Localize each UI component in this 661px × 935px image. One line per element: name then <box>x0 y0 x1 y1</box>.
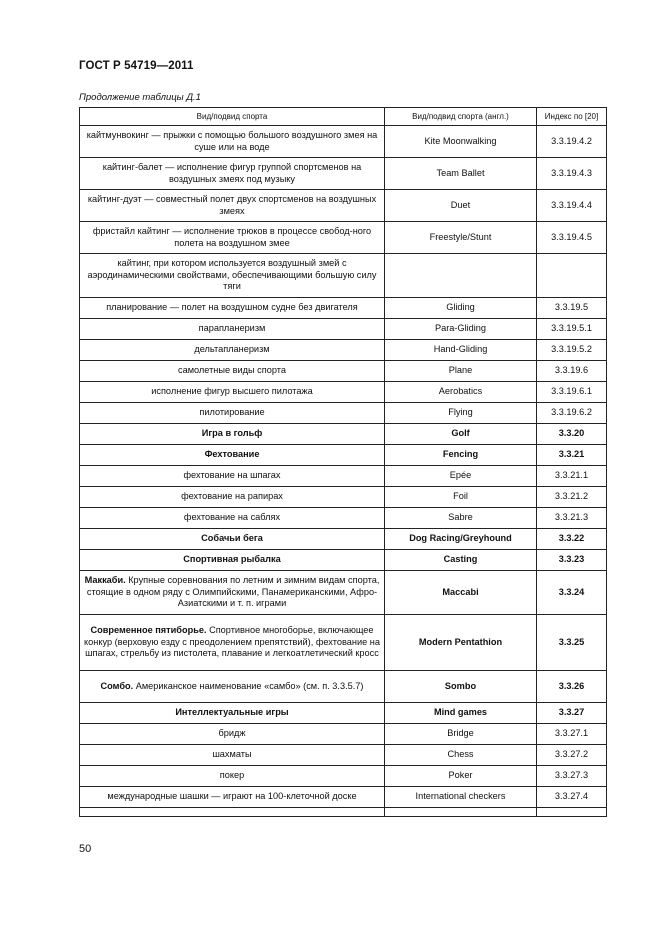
table-row <box>80 703 607 724</box>
table-row <box>80 126 607 158</box>
cell-ru: Игра в гольф <box>80 424 385 445</box>
sports-table <box>79 107 607 817</box>
table-row <box>80 787 607 808</box>
table-row <box>80 508 607 529</box>
table-row <box>80 615 607 671</box>
cell-en: Gliding <box>385 298 537 319</box>
cell-index: 3.3.19.6.1 <box>537 382 607 403</box>
cell-index: 3.3.20 <box>537 424 607 445</box>
cell-index: 3.3.27.4 <box>537 787 607 808</box>
cell-en: Para-Gliding <box>385 319 537 340</box>
col-header-index: Индекс по [20] <box>537 108 607 126</box>
standard-header: ГОСТ Р 54719—2011 <box>79 60 194 72</box>
table-row <box>80 424 607 445</box>
cell-en: Aerobatics <box>385 382 537 403</box>
cell-en: Freestyle/Stunt <box>385 222 537 254</box>
table-row <box>80 745 607 766</box>
term-text: Спортивное многоборье, включающее конкур (верховую езду с преодолением препятствий), фехтование на шпагах, стрельбу из пистолета, плавание и легкоатлетический кросс <box>84 625 380 659</box>
cell-index: 3.3.19.5.1 <box>537 319 607 340</box>
cell-index: 3.3.27.3 <box>537 766 607 787</box>
cell-index: 3.3.19.5 <box>537 298 607 319</box>
cell-index: 3.3.19.6 <box>537 361 607 382</box>
cell-ru: покер <box>80 766 385 787</box>
cell-en: Duet <box>385 190 537 222</box>
cell-ru: кайтмунвокинг — прыжки с помощью большого воздушного змея на суше или на воде <box>80 126 385 158</box>
cell-index: 3.3.19.4.5 <box>537 222 607 254</box>
cell-ru: шахматы <box>80 745 385 766</box>
cell-index: 3.3.19.5.2 <box>537 340 607 361</box>
spacer-cell <box>80 808 385 817</box>
cell-en: Plane <box>385 361 537 382</box>
cell-en: Team Ballet <box>385 158 537 190</box>
table-row <box>80 487 607 508</box>
spacer-cell <box>537 808 607 817</box>
cell-ru: фехтование на рапирах <box>80 487 385 508</box>
table-caption: Продолжение таблицы Д.1 <box>79 92 201 103</box>
cell-en: Dog Racing/Greyhound <box>385 529 537 550</box>
table-row <box>80 382 607 403</box>
cell-ru: фехтование на саблях <box>80 508 385 529</box>
cell-ru: Собачьи бега <box>80 529 385 550</box>
cell-en: Maccabi <box>385 571 537 615</box>
cell-en: Modern Pentathion <box>385 615 537 671</box>
cell-ru: фристайл кайтинг — исполнение трюков в процессе свобод-ного полета на воздушном змее <box>80 222 385 254</box>
table-row <box>80 571 607 615</box>
term-bold: Маккаби. <box>84 575 126 586</box>
cell-en: Poker <box>385 766 537 787</box>
table-row <box>80 766 607 787</box>
cell-index: 3.3.22 <box>537 529 607 550</box>
cell-en: International checkers <box>385 787 537 808</box>
table-row <box>80 550 607 571</box>
cell-ru <box>80 671 385 703</box>
table-end-spacer <box>80 808 607 817</box>
table-row <box>80 529 607 550</box>
table-row <box>80 671 607 703</box>
cell-index: 3.3.25 <box>537 615 607 671</box>
table-row <box>80 222 607 254</box>
cell-ru: Интеллектуальные игры <box>80 703 385 724</box>
table-row <box>80 445 607 466</box>
cell-en: Foil <box>385 487 537 508</box>
cell-ru: пилотирование <box>80 403 385 424</box>
cell-en: Sabre <box>385 508 537 529</box>
page-number: 50 <box>79 843 92 855</box>
cell-en: Bridge <box>385 724 537 745</box>
table-row <box>80 190 607 222</box>
cell-en: Sombo <box>385 671 537 703</box>
cell-index: 3.3.23 <box>537 550 607 571</box>
table-header-row <box>80 108 607 126</box>
cell-ru: Фехтование <box>80 445 385 466</box>
cell-index: 3.3.24 <box>537 571 607 615</box>
cell-en: Kite Moonwalking <box>385 126 537 158</box>
term-text: Крупные соревнования по летним и зимним видам спорта, стоящие в одном ряду с Олимпийскими, Панамериканскими, Афро-Азиатскими и т. п. играми <box>86 575 380 609</box>
term-bold: Современное пятиборье. <box>90 625 207 636</box>
cell-index: 3.3.19.6.2 <box>537 403 607 424</box>
table-row <box>80 254 607 298</box>
term-bold: Сомбо. <box>100 680 134 691</box>
table-row <box>80 403 607 424</box>
cell-index: 3.3.21.2 <box>537 487 607 508</box>
table-row <box>80 319 607 340</box>
cell-index: 3.3.19.4.3 <box>537 158 607 190</box>
cell-index: 3.3.21 <box>537 445 607 466</box>
cell-ru: планирование — полет на воздушном судне без двигателя <box>80 298 385 319</box>
cell-ru <box>80 615 385 671</box>
cell-ru: Спортивная рыбалка <box>80 550 385 571</box>
cell-index: 3.3.27.1 <box>537 724 607 745</box>
cell-ru: фехтование на шпагах <box>80 466 385 487</box>
cell-ru: международные шашки — играют на 100-клеточной доске <box>80 787 385 808</box>
table-row <box>80 158 607 190</box>
cell-en: Epée <box>385 466 537 487</box>
table-row <box>80 724 607 745</box>
cell-en: Hand-Gliding <box>385 340 537 361</box>
cell-ru: кайтинг, при котором используется воздушный змей с аэродинамическими свойствами, обеспечивающими большую силу тяги <box>80 254 385 298</box>
spacer-cell <box>385 808 537 817</box>
cell-en <box>385 254 537 298</box>
cell-index: 3.3.19.4.4 <box>537 190 607 222</box>
cell-ru: кайтинг-дуэт — совместный полет двух спортсменов на воздушных змеях <box>80 190 385 222</box>
cell-ru: бридж <box>80 724 385 745</box>
cell-en: Fencing <box>385 445 537 466</box>
cell-ru: парапланеризм <box>80 319 385 340</box>
cell-index: 3.3.27 <box>537 703 607 724</box>
cell-index: 3.3.27.2 <box>537 745 607 766</box>
cell-ru: исполнение фигур высшего пилотажа <box>80 382 385 403</box>
cell-ru: кайтинг-балет — исполнение фигур группой спортсменов на воздушных змеях под музыку <box>80 158 385 190</box>
cell-index: 3.3.26 <box>537 671 607 703</box>
table-row <box>80 298 607 319</box>
col-header-ru: Вид/подвид спорта <box>80 108 385 126</box>
cell-ru <box>80 571 385 615</box>
table-row <box>80 466 607 487</box>
cell-en: Chess <box>385 745 537 766</box>
term-text: Американское наименование «самбо» (см. п. 3.3.5.7) <box>133 680 364 691</box>
cell-index: 3.3.21.3 <box>537 508 607 529</box>
cell-index: 3.3.19.4.2 <box>537 126 607 158</box>
cell-en: Mind games <box>385 703 537 724</box>
cell-en: Casting <box>385 550 537 571</box>
cell-en: Flying <box>385 403 537 424</box>
table-row <box>80 340 607 361</box>
cell-index <box>537 254 607 298</box>
cell-ru: самолетные виды спорта <box>80 361 385 382</box>
cell-index: 3.3.21.1 <box>537 466 607 487</box>
table-row <box>80 361 607 382</box>
cell-en: Golf <box>385 424 537 445</box>
cell-ru: дельтапланеризм <box>80 340 385 361</box>
col-header-en: Вид/подвид спорта (англ.) <box>385 108 537 126</box>
